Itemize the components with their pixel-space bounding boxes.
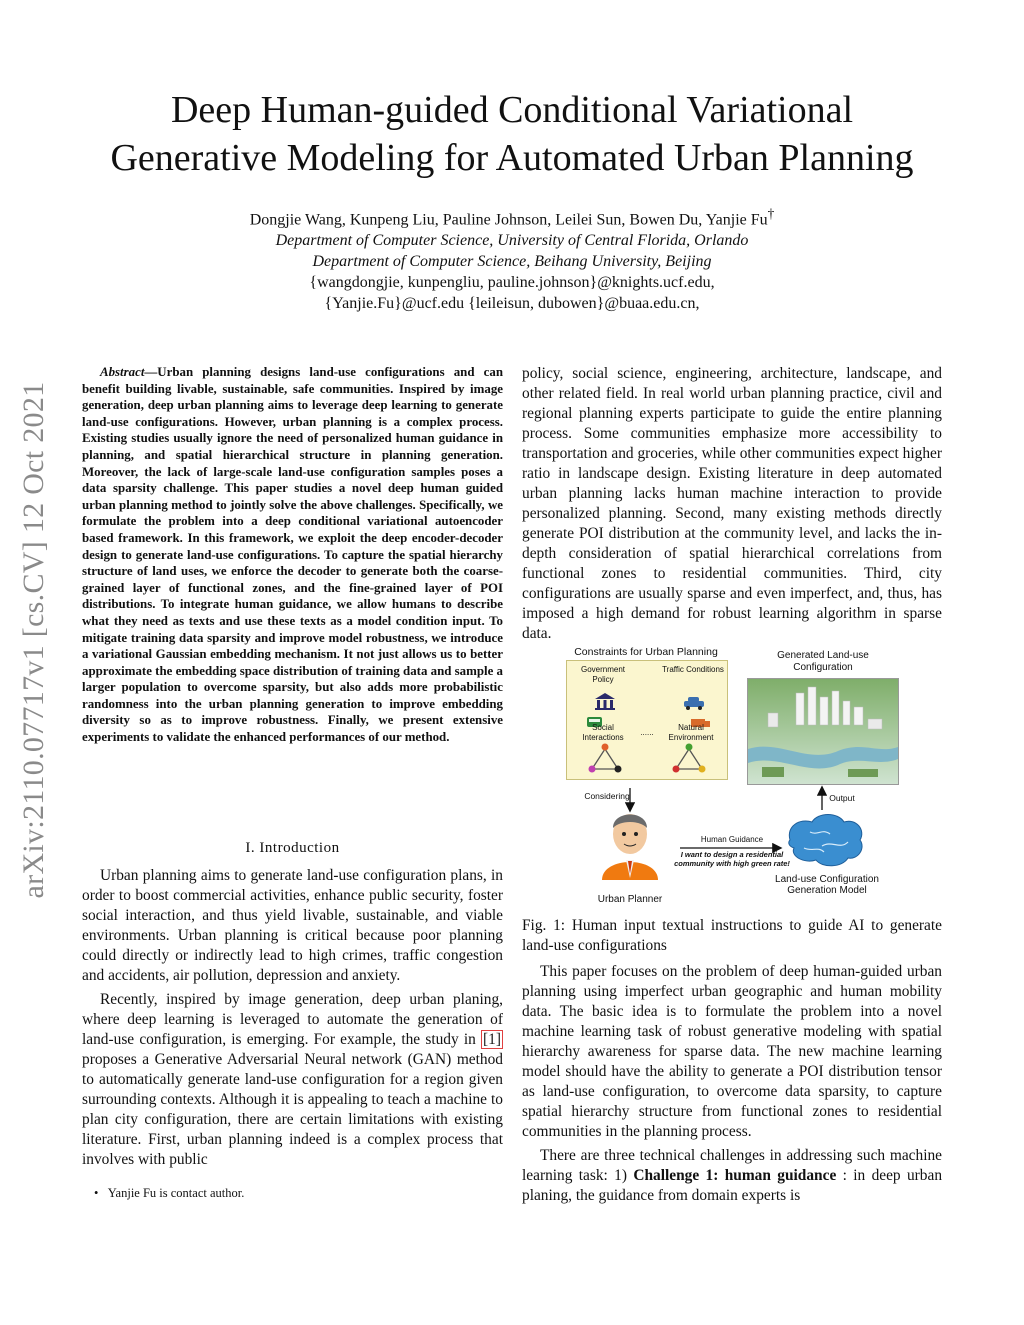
urban-planner-label: Urban Planner: [597, 894, 663, 905]
title-line-2: Generative Modeling for Automated Urban Planning: [110, 137, 914, 179]
generated-configuration-title: Generated Land-use Configuration: [777, 650, 869, 673]
introduction-left: [82, 826, 503, 1170]
emails-line-2: {Yanjie.Fu}@ucf.edu {leileisun, dubowen}@buaa.edu.cn,: [324, 295, 700, 313]
constraints-title: Constraints for Urban Planning: [574, 646, 718, 658]
author-list: Dongjie Wang, Kunpeng Liu, Pauline Johnson, Leilei Sun, Bowen Du, Yanjie Fu†: [249, 206, 775, 229]
affiliation-beihang: Department of Computer Science, Beihang University, Beijing: [312, 253, 712, 271]
affiliation-ucf: Department of Computer Science, University of Central Florida, Orlando: [275, 232, 749, 250]
intro-paragraph-2: Recently, inspired by image generation, deep urban planing, where deep learning is leveraged to automate the generation of land-use configuration, is emerging. For example, the study in [1] proposes a Generative Adversarial Neural network (GAN) method to automatically generate land-use configuration for a region given surrounding contexts. Although it is appealing to teach a machine to plan city configuration, there are certain limitations with existing literature. First, urban planning indeed is a complex process that involves with public: [82, 991, 503, 1168]
section-heading-introduction: I. Introduction: [245, 840, 340, 856]
government-policy-label: Government Policy: [580, 665, 626, 684]
ellipsis-label: ......: [640, 728, 654, 737]
right-paragraph-1: policy, social science, engineering, architecture, landscape, and other related field. In real world urban planning practice, civil and regional planning experts participate to guide the entire planning process. Some communities emphasize more accessibility to transportation and groceries, while other communities expect higher ratio in landscape design. Existing literature in deep automated urban planning lacks human machine interaction to provide personalized planning. Second, many existing methods directly generate POI distribution at the community level, and lacks the in-depth consideration of spatial hierarchical correlations from functional zones to residential communities. Third, city configurations are usually sparse and even imperfect, and, thus, has imposed a high demand for robust learning algorithm in sparse data.: [522, 365, 942, 642]
brain-icon: [789, 815, 862, 866]
citation-link[interactable]: [1]: [483, 1031, 501, 1048]
right-paragraph-2: This paper focuses on the problem of deep human-guided urban planning using imperfect urban geographic and human mobility data. The basic idea is to formulate the problem into a novel machine learning task of robust generative modeling with spatial hierarchy awareness for sparse data. The new machine learning model should have the ability to generate a POI distribution tensor as land-use configuration, to overcome data sparsity, to capture spatial hierarchy structure from functional zones to residential communities in the planning process.: [522, 963, 942, 1140]
output-label: Output: [829, 793, 855, 803]
social-interactions-label: Social Interactions: [582, 723, 624, 742]
title-line-1: Deep Human-guided Conditional Variational: [170, 89, 854, 131]
abstract-label: Abstract: [100, 365, 145, 379]
urban-planner-icon: [602, 814, 658, 880]
guidance-quote: I want to design a residential community with high green rate!: [674, 850, 790, 868]
arxiv-stamp: arXiv:2110.07717v1 [cs.CV] 12 Oct 2021: [17, 381, 50, 899]
model-label: Land-use Configuration Generation Model: [775, 874, 879, 896]
emails-line-1: {wangdongjie, kunpengliu, pauline.johnson}@knights.ucf.edu,: [309, 274, 715, 292]
dagger-mark: †: [767, 206, 775, 221]
footnote: • Yanjie Fu is contact author.: [94, 1186, 245, 1200]
paper-title: [40, 86, 984, 182]
intro-paragraph-1: Urban planning aims to generate land-use configuration plans, in order to boost commercial activities, enhance public security, foster social interaction, and thus yield livable, sustainable, and viable environments. Urban planning is critical because poor planning could directly or indirectly lead to high crimes, traffic congestion and accidents, air pollution, depression and anxiety.: [82, 867, 503, 984]
challenge-1-label: Challenge 1: human guidance: [633, 1167, 837, 1184]
figure-1: [522, 642, 942, 914]
human-guidance-label: Human Guidance: [700, 835, 764, 844]
right-column-body: [522, 962, 942, 1206]
figure-caption: Fig. 1: Human input textual instructions to guide AI to generate land-use configurations: [522, 917, 942, 954]
natural-environment-label: Natural Environment: [668, 723, 714, 742]
traffic-conditions-label: Traffic Conditions: [662, 665, 724, 674]
author-block: [60, 203, 964, 314]
abstract-text: Urban planning designs land-use configurations and can benefit building livable, sustainable, safe communities. Inspired by image generation, deep urban planning aims to leverage deep learning to generate land-use configurations. However, urban planning is a complex process. Existing studies usually ignore the need of personalized human guidance in planning, and spatial hierarchical structure in planning generation. Moreover, the lack of large-scale land-use configuration samples poses a data sparsity challenge. This paper studies a novel deep human guided urban planning method to jointly solve the above challenges. Specifically, we formulate the problem into a deep conditional variational autoencoder based framework. In this framework, we exploit the deep encoder-decoder design to generate land-use configurations. To capture the spatial hierarchy structure of land uses, we enforce the decoder to generate both the coarse-grained layer of functional zones, and the fine-grained layer of POI distributions. To integrate human guidance, we allow humans to describe what they need as texts and use these texts as a model condition input. To mitigate training data sparsity and improve model robustness, we introduce a variational Gaussian embedding mechanism. It not just allows us to better approximate the embedding space distribution of training data and sample a larger population to overcome sparsity, but also adds more probabilistic randomness into the urban planning generation to improve embedding diversity so as to improve robustness. Finally, we present extensive experiments to validate the enhanced performances of our method.: [82, 365, 503, 745]
abstract: Abstract—Urban planning designs land-use configurations and can benefit building livable, sustainable, safe communities. Inspired by image generation, deep urban planning aims to leverage deep learning to generate land-use configurations. However, urban planning is a complex process. Existing studies usually ignore the need of personalized human guidance in planning, and spatial hierarchical structure in planning generation. Moreover, the lack of large-scale land-use configuration samples poses a data sparsity challenge. This paper studies a novel deep human guided urban planning method to jointly solve the above challenges. Specifically, we formulate the problem into a deep conditional variational autoencoder based framework. In this framework, we exploit the deep encoder-decoder design to generate land-use configurations. To capture the spatial hierarchy structure of land uses, we enforce the decoder to generate both the coarse-grained layer of functional zones, and the fine-grained layer of POI distributions. To integrate human guidance, we allow humans to describe what they need as texts and use these texts as a model condition input. To mitigate training data sparsity and improve model robustness, we introduce a variational Gaussian embedding mechanism. It not just allows us to better approximate the embedding space distribution of training data and sample a larger population to overcome sparsity, but also adds more probabilistic randomness into the urban planning generation to improve embedding diversity so as to improve robustness. Finally, we present extensive experiments to validate the enhanced performances of our method.: [82, 365, 503, 745]
right-paragraph-3: There are three technical challenges in addressing such machine learning task: 1) Challenge 1: human guidance : in deep urban planing, the guidance from domain experts is: [522, 1147, 943, 1204]
considering-label: Considering: [584, 791, 630, 801]
